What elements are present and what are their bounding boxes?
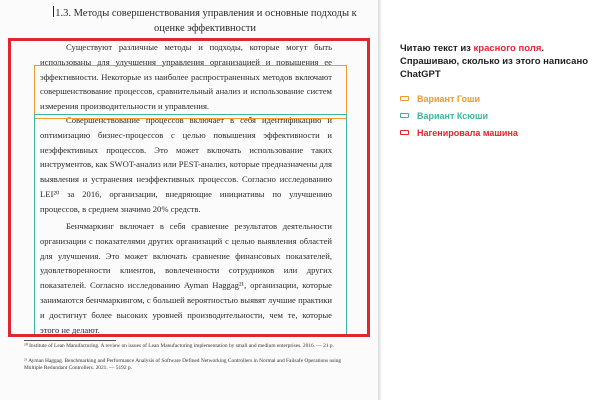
footnote-divider <box>24 340 116 341</box>
paragraph-benchmarking: Бенчмаркинг включает в себя сравнение результатов деятельности организации с показателями других организаций с целью выявления областей для улучшения. Это может включать сравнение финансовых показателей, удовлетворенности клиентов, вовлеченности сотрудников или других показателей. Согласно исследованию Ayman Haggag²¹, организации, которые занимаются бенчмаркингом, с большей вероятностью выявят лучшие практики и достигнут более высоких уровней производительности, чем те, которые этого не делают. <box>40 221 332 335</box>
orange-swatch-icon <box>400 96 409 101</box>
legend-label-gosha: Вариант Гоши <box>417 93 481 104</box>
legend-item-ksyusha <box>400 107 596 124</box>
instruction-prefix: Читаю текст из <box>400 43 474 54</box>
page-edge-shadow <box>378 0 382 400</box>
legend-label-ksyusha: Вариант Ксюши <box>417 110 488 121</box>
instruction-text <box>400 42 596 81</box>
legend <box>400 90 596 141</box>
legend-item-machine <box>400 124 596 141</box>
instruction-suffix: . Спрашиваю, сколько из этого написано ChatGPT <box>400 43 589 80</box>
document-heading <box>40 6 370 36</box>
document-heading-text: 1.3. Методы совершенствования управления и основные подходы к оценке эффективности <box>55 8 357 34</box>
legend-item-gosha <box>400 90 596 107</box>
green-swatch-icon <box>400 113 409 118</box>
legend-label-machine: Нагенировала машина <box>417 127 518 138</box>
footnote-21: ²¹ Ayman Haggag. Benchmarking and Performance Analysis of Software Defined Networking Controllers in Normal and Failsafe Operations using Multiple Redundant Controllers. 2021. — 5192 p. <box>24 358 342 371</box>
instruction-highlight: красного поля <box>473 43 542 54</box>
red-swatch-icon <box>400 130 409 135</box>
annotation-panel <box>400 42 596 141</box>
paragraph-process-improvement: Совершенствование процессов включает в себя идентификацию и оптимизацию бизнес-процессов с целью повышения эффективности и неэффективных процессов. Это может включать использование таких инструментов, как SWOT-анализ или PEST-анализ, которые предназначены для выявления и устранения неэффективных процессов. Согласно исследованию LEI²⁰ за 2016, организации, внедряющие инициативы по улучшению процессов, в среднем значимо 20% средств. <box>40 115 332 214</box>
red-highlight-box <box>8 38 370 337</box>
paragraph-methods-overview: Существуют различные методы и подходы, которые могут быть использованы для улучшения управления организацией и повышения ее эффективности. Некоторые из наиболее распространенных методов включают совершенствование процессов, сравнительный анализ и использование систем измерения производительности и управления. <box>40 42 332 112</box>
footnote-20: ²⁰ Institute of Lean Manufacturing. A review on issues of Lean Manufacturing implementation by small and medium enterprises. 2016. — 21 p. <box>24 343 334 349</box>
